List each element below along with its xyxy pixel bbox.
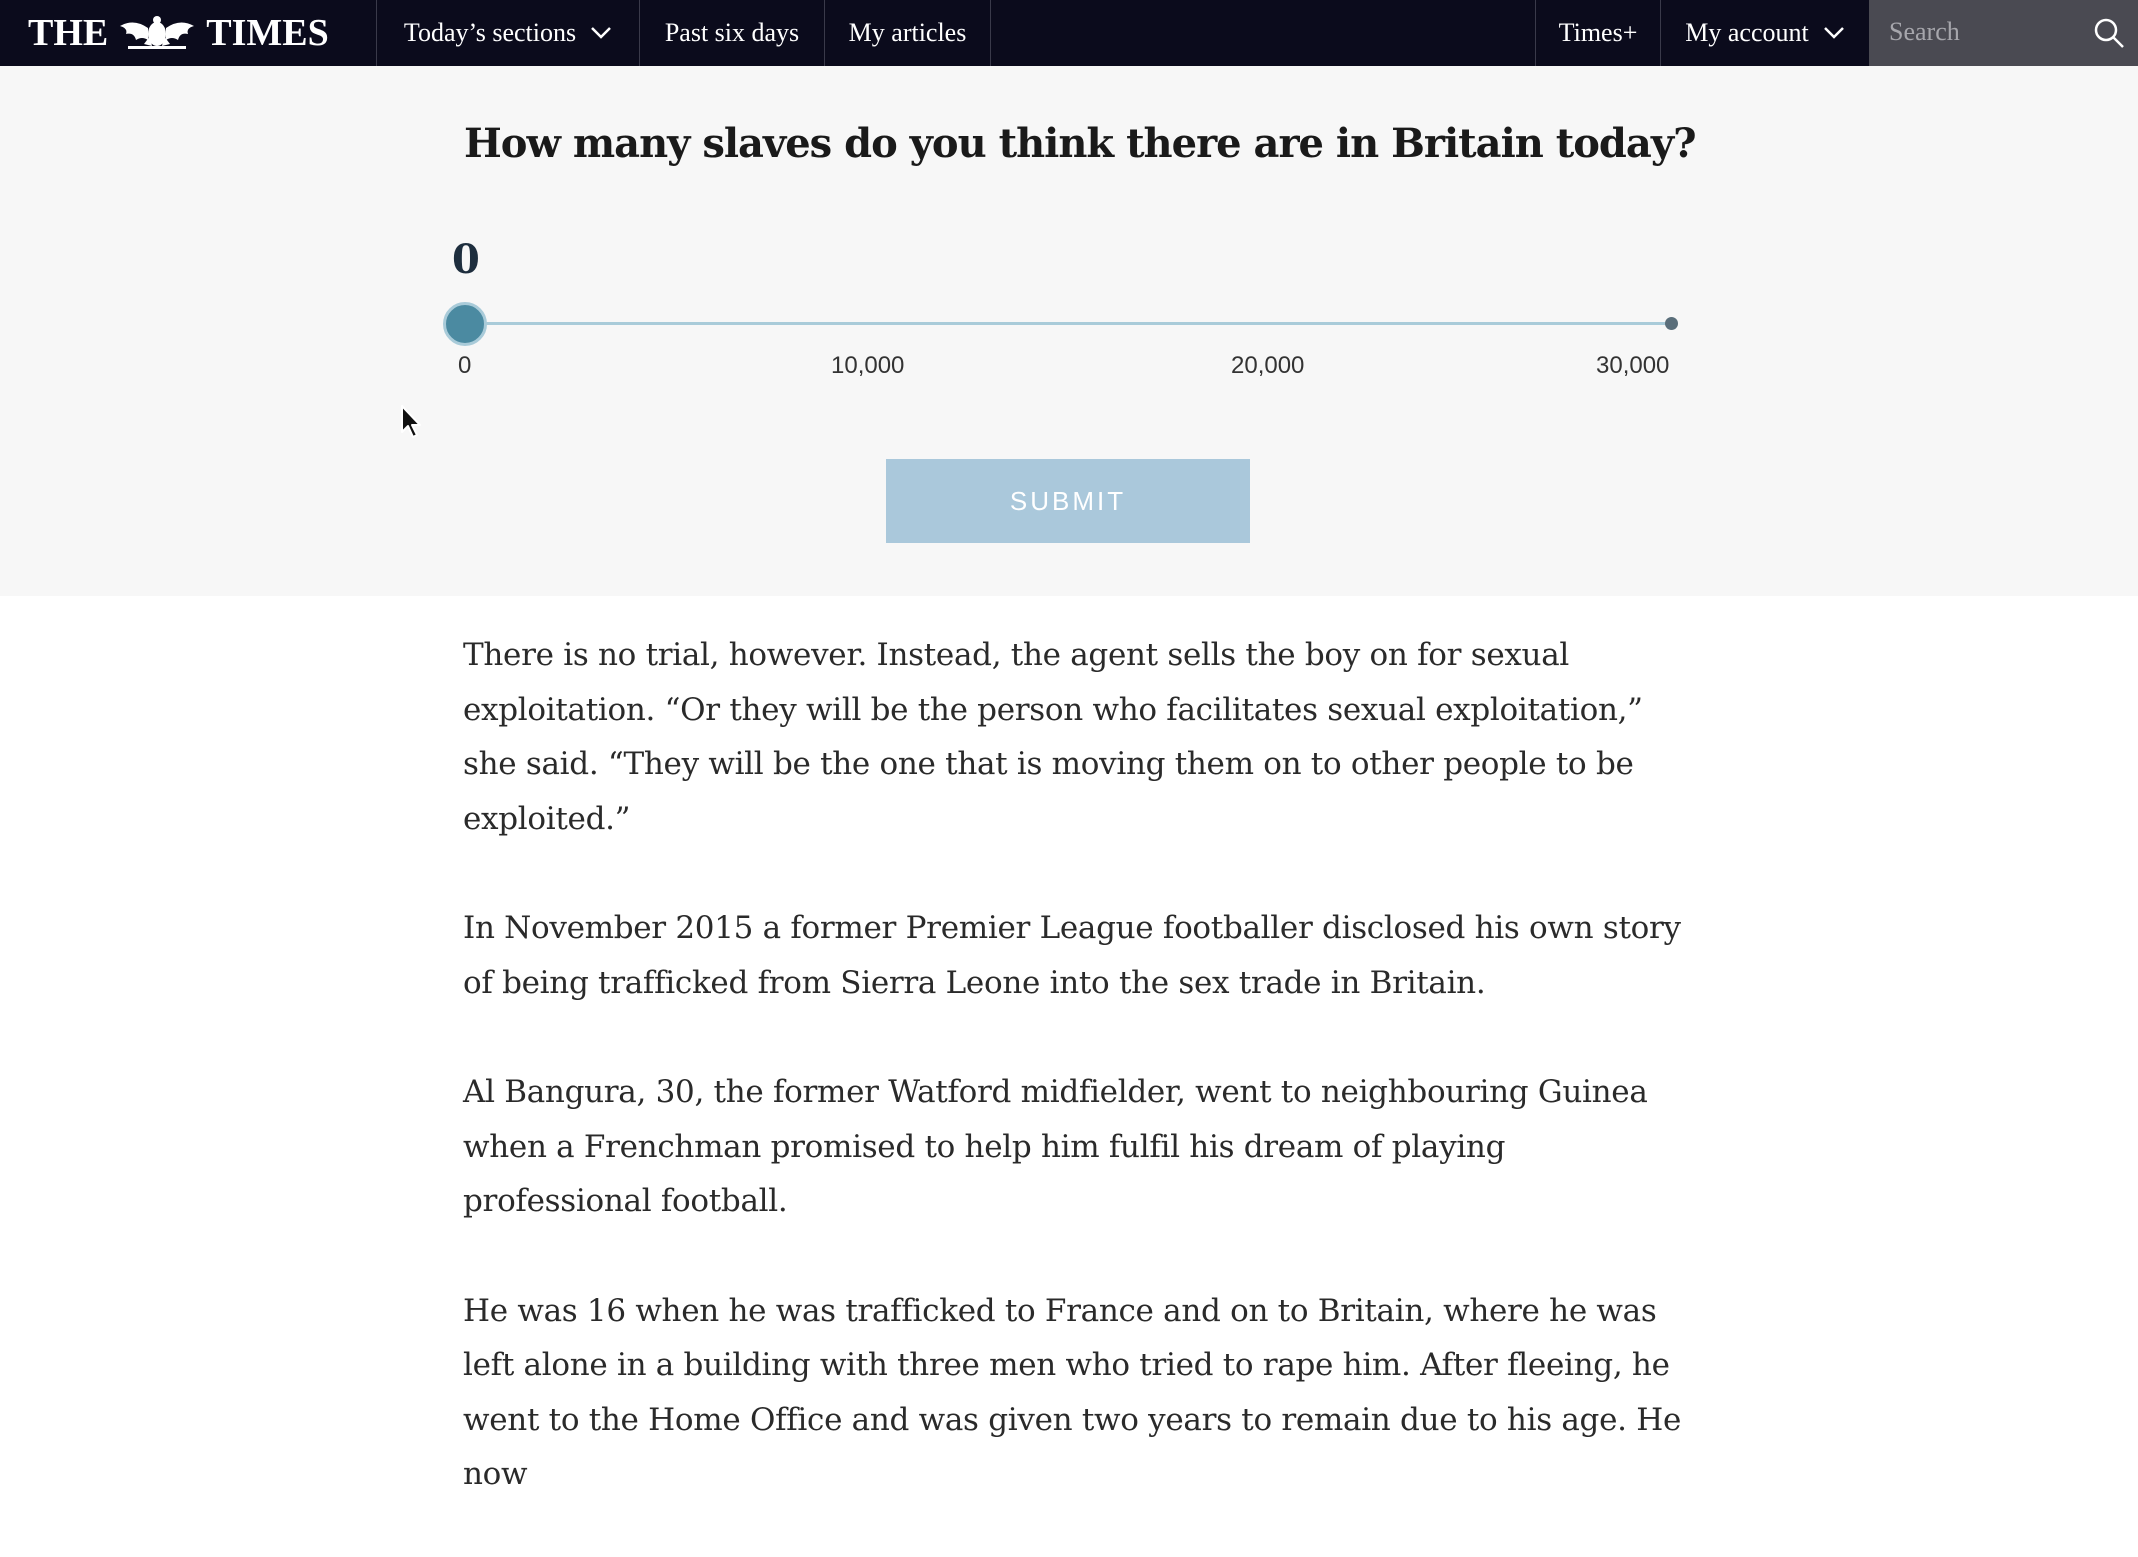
slider-tick-label: 20,000: [1231, 352, 1305, 379]
nav-my-account[interactable]: [1661, 0, 1869, 66]
slider-thumb[interactable]: [443, 302, 487, 346]
interactive-quiz-panel: [0, 66, 2138, 596]
nav-times-plus-label: Times+: [1558, 18, 1638, 47]
nav-my-account-label: My account: [1685, 18, 1809, 47]
nav-my-articles-label: My articles: [848, 18, 967, 47]
royal-crest-icon: [114, 14, 200, 52]
logo-text-times: TIMES: [206, 12, 329, 54]
mouse-pointer-icon: [400, 404, 424, 440]
nav-past-six-days[interactable]: [640, 0, 824, 66]
search-icon[interactable]: [2092, 16, 2126, 50]
article-paragraph: He was 16 when he was trafficked to France and on to Britain, where he was left alone in a building with three men who tried to rape him. After fleeing, he went to the Home Office and was given two years to remain due to his age. He now: [463, 1292, 1682, 1492]
nav-my-articles[interactable]: [825, 0, 990, 66]
top-navigation-bar: [0, 0, 2138, 66]
slider-value-readout: 0: [452, 236, 480, 283]
chevron-down-icon: [1823, 26, 1845, 40]
chevron-down-icon: [590, 26, 612, 40]
slider-track-end: [1665, 317, 1678, 330]
article-paragraph: Al Bangura, 30, the former Watford midfielder, went to neighbouring Guinea when a Frenchman promised to help him fulfil his dream of playing professional football.: [463, 1074, 1648, 1219]
nav-todays-sections[interactable]: [377, 0, 639, 66]
quiz-question: How many slaves do you think there are in Britain today?: [464, 120, 1696, 167]
nav-divider: [990, 0, 991, 66]
nav-times-plus[interactable]: [1536, 0, 1660, 66]
nav-todays-sections-label: Today’s sections: [403, 18, 577, 47]
slider-tick-label: 0: [458, 352, 472, 379]
slider-tick-label: 10,000: [831, 352, 905, 379]
logo-text-the: THE: [28, 12, 109, 54]
article-body: [463, 628, 1683, 1557]
search-input[interactable]: [1887, 12, 2077, 52]
site-logo[interactable]: [28, 0, 329, 66]
article-paragraph: There is no trial, however. Instead, the agent sells the boy on for sexual exploitation. “Or they will be the person who facilitates sexual exploitation,” she said. “They will be the one that is moving them on to other people to be exploited.”: [463, 637, 1643, 837]
submit-button[interactable]: SUBMIT: [886, 459, 1250, 543]
slider-track[interactable]: [464, 322, 1672, 325]
article-paragraph: In November 2015 a former Premier League footballer disclosed his own story of being trafficked from Sierra Leone into the sex trade in Britain.: [463, 910, 1681, 1001]
nav-past-six-days-label: Past six days: [664, 18, 800, 47]
slider-tick-label: 30,000: [1596, 352, 1670, 379]
